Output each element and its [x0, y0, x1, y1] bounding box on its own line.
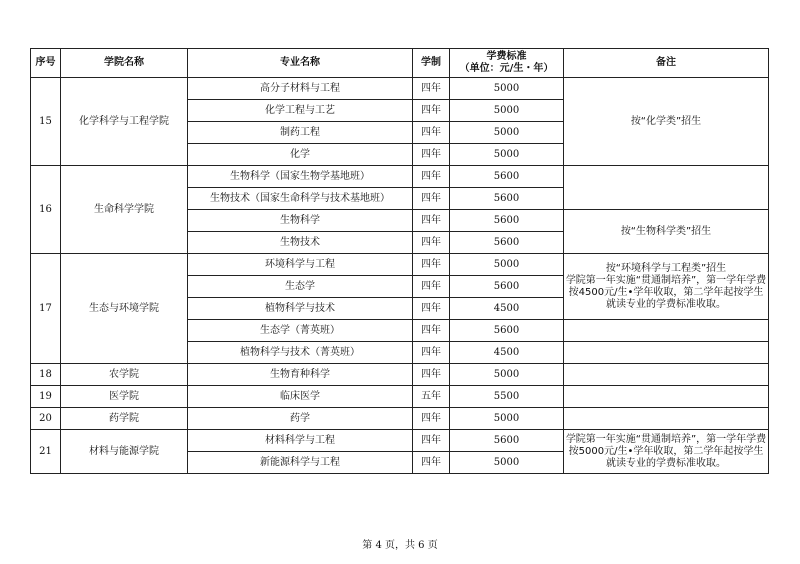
tuition-fee: 5000	[450, 452, 564, 474]
major-name: 生态学（菁英班）	[188, 320, 413, 342]
study-years: 四年	[413, 188, 450, 210]
remark	[564, 166, 769, 210]
tuition-fee: 5600	[450, 232, 564, 254]
major-name: 化学工程与工艺	[188, 100, 413, 122]
row-number: 15	[31, 78, 61, 166]
study-years: 四年	[413, 452, 450, 474]
remark: 学院第一年实施“贯通制培养”，第一学年学费按5000元/生•学年收取，第二学年起按学生就读专业的学费标准收取。	[564, 430, 769, 474]
header-major: 专业名称	[188, 49, 413, 78]
study-years: 四年	[413, 210, 450, 232]
major-name: 生物技术（国家生命科学与技术基地班）	[188, 188, 413, 210]
major-name: 临床医学	[188, 386, 413, 408]
table-row	[31, 364, 769, 386]
tuition-fee: 5000	[450, 122, 564, 144]
tuition-fee: 5600	[450, 166, 564, 188]
study-years: 四年	[413, 254, 450, 276]
row-number: 16	[31, 166, 61, 254]
major-name: 药学	[188, 408, 413, 430]
table-row	[31, 430, 769, 452]
tuition-table	[30, 48, 769, 474]
study-years: 四年	[413, 144, 450, 166]
header-college: 学院名称	[61, 49, 188, 78]
study-years: 四年	[413, 342, 450, 364]
college-name: 医学院	[61, 386, 188, 408]
table-row	[31, 386, 769, 408]
major-name: 生物科学	[188, 210, 413, 232]
row-number: 18	[31, 364, 61, 386]
major-name: 高分子材料与工程	[188, 78, 413, 100]
remark	[564, 408, 769, 430]
study-years: 四年	[413, 100, 450, 122]
tuition-fee: 5000	[450, 408, 564, 430]
tuition-fee: 5600	[450, 276, 564, 298]
table-row	[31, 254, 769, 276]
major-name: 植物科学与技术	[188, 298, 413, 320]
table-row	[31, 78, 769, 100]
remark	[564, 364, 769, 386]
major-name: 环境科学与工程	[188, 254, 413, 276]
header-years: 学制	[413, 49, 450, 78]
major-name: 植物科学与技术（菁英班）	[188, 342, 413, 364]
major-name: 生物技术	[188, 232, 413, 254]
tuition-fee: 5600	[450, 188, 564, 210]
major-name: 材料科学与工程	[188, 430, 413, 452]
major-name: 化学	[188, 144, 413, 166]
table-row	[31, 166, 769, 188]
remark: 按“环境科学与工程类”招生 学院第一年实施“贯通制培养”，第一学年学费按4500元/生•学年收取，第二学年起按学生就读专业的学费标准收取。	[564, 254, 769, 320]
major-name: 生态学	[188, 276, 413, 298]
remark	[564, 342, 769, 364]
major-name: 生物育种科学	[188, 364, 413, 386]
page-footer: 第 4 页，共 6 页	[362, 540, 438, 551]
tuition-fee: 5000	[450, 100, 564, 122]
remark	[564, 320, 769, 342]
study-years: 四年	[413, 122, 450, 144]
header-fee	[450, 49, 564, 78]
row-number: 21	[31, 430, 61, 474]
tuition-fee: 5600	[450, 430, 564, 452]
header-remark: 备注	[564, 49, 769, 78]
study-years: 四年	[413, 166, 450, 188]
tuition-fee: 5000	[450, 364, 564, 386]
row-number: 19	[31, 386, 61, 408]
table-header-row	[31, 49, 769, 78]
study-years: 四年	[413, 320, 450, 342]
major-name: 制药工程	[188, 122, 413, 144]
row-number: 17	[31, 254, 61, 364]
header-fee-line1: 学费标准	[486, 51, 527, 62]
tuition-fee: 5000	[450, 144, 564, 166]
header-no: 序号	[31, 49, 61, 78]
college-name: 药学院	[61, 408, 188, 430]
study-years: 四年	[413, 364, 450, 386]
study-years: 四年	[413, 232, 450, 254]
table-row	[31, 408, 769, 430]
major-name: 新能源科学与工程	[188, 452, 413, 474]
study-years: 五年	[413, 386, 450, 408]
table-body	[31, 78, 769, 474]
tuition-fee: 4500	[450, 298, 564, 320]
college-name: 生态与环境学院	[61, 254, 188, 364]
study-years: 四年	[413, 78, 450, 100]
college-name: 生命科学学院	[61, 166, 188, 254]
header-fee-line2: （单位：元/生・年）	[459, 63, 554, 74]
tuition-fee: 5000	[450, 254, 564, 276]
college-name: 农学院	[61, 364, 188, 386]
tuition-fee: 4500	[450, 342, 564, 364]
study-years: 四年	[413, 430, 450, 452]
tuition-fee: 5600	[450, 320, 564, 342]
tuition-fee: 5600	[450, 210, 564, 232]
remark	[564, 386, 769, 408]
major-name: 生物科学（国家生物学基地班）	[188, 166, 413, 188]
study-years: 四年	[413, 298, 450, 320]
college-name: 化学科学与工程学院	[61, 78, 188, 166]
college-name: 材料与能源学院	[61, 430, 188, 474]
tuition-fee: 5000	[450, 78, 564, 100]
study-years: 四年	[413, 276, 450, 298]
remark: 按“生物科学类”招生	[564, 210, 769, 254]
remark: 按“化学类”招生	[564, 78, 769, 166]
row-number: 20	[31, 408, 61, 430]
tuition-fee: 5500	[450, 386, 564, 408]
study-years: 四年	[413, 408, 450, 430]
